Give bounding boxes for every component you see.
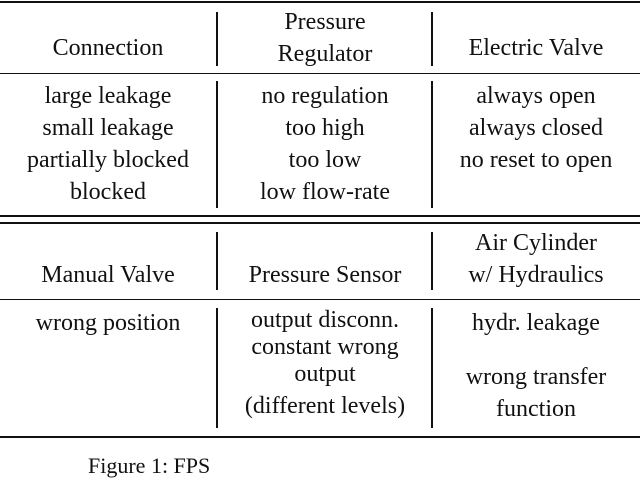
- section-double-rule-bottom: [0, 222, 640, 224]
- list-item: small leakage: [42, 115, 174, 141]
- manual-valve-failures: [0, 307, 216, 339]
- list-item: low flow-rate: [260, 179, 390, 205]
- list-item: partially blocked: [27, 147, 189, 173]
- list-item: too high: [285, 115, 365, 141]
- list-item: wrong position: [35, 310, 181, 336]
- list-item: output disconn.: [251, 307, 399, 333]
- header-rule-1: [0, 73, 640, 74]
- list-item: large leakage: [44, 83, 172, 109]
- list-item: function: [496, 396, 576, 422]
- list-item: no reset to open: [459, 147, 613, 173]
- electric-valve-failures: [432, 80, 640, 176]
- bottom-rule: [0, 436, 640, 438]
- header-air-cylinder: Air Cylinder w/ Hydraulics: [468, 230, 604, 288]
- list-item: hydr. leakage: [472, 310, 600, 336]
- list-item: output: [294, 361, 356, 387]
- connection-failures: [0, 80, 216, 208]
- list-item: constant wrong: [251, 334, 399, 360]
- header-rule-2: [0, 299, 640, 300]
- list-item: blocked: [70, 179, 146, 205]
- header-pressure-regulator: Pressure Regulator: [277, 9, 373, 67]
- list-item: too low: [288, 147, 362, 173]
- header-pressure-sensor: Pressure Sensor: [248, 262, 402, 288]
- section-double-rule-top: [0, 215, 640, 217]
- header-connection: Connection: [52, 35, 164, 61]
- list-item: wrong transfer: [465, 364, 607, 390]
- pressure-regulator-failures: [218, 80, 432, 208]
- list-item: always open: [476, 83, 596, 109]
- figure-caption: Figure 1: FPS: [88, 453, 211, 478]
- top-rule: [0, 1, 640, 3]
- pressure-sensor-failures: [218, 307, 432, 424]
- list-item: (different levels): [244, 393, 406, 419]
- air-cylinder-failures: [432, 307, 640, 425]
- header-manual-valve: Manual Valve: [41, 262, 175, 288]
- header-electric-valve: Electric Valve: [468, 35, 604, 61]
- list-item: always closed: [469, 115, 603, 141]
- list-item: no regulation: [261, 83, 389, 109]
